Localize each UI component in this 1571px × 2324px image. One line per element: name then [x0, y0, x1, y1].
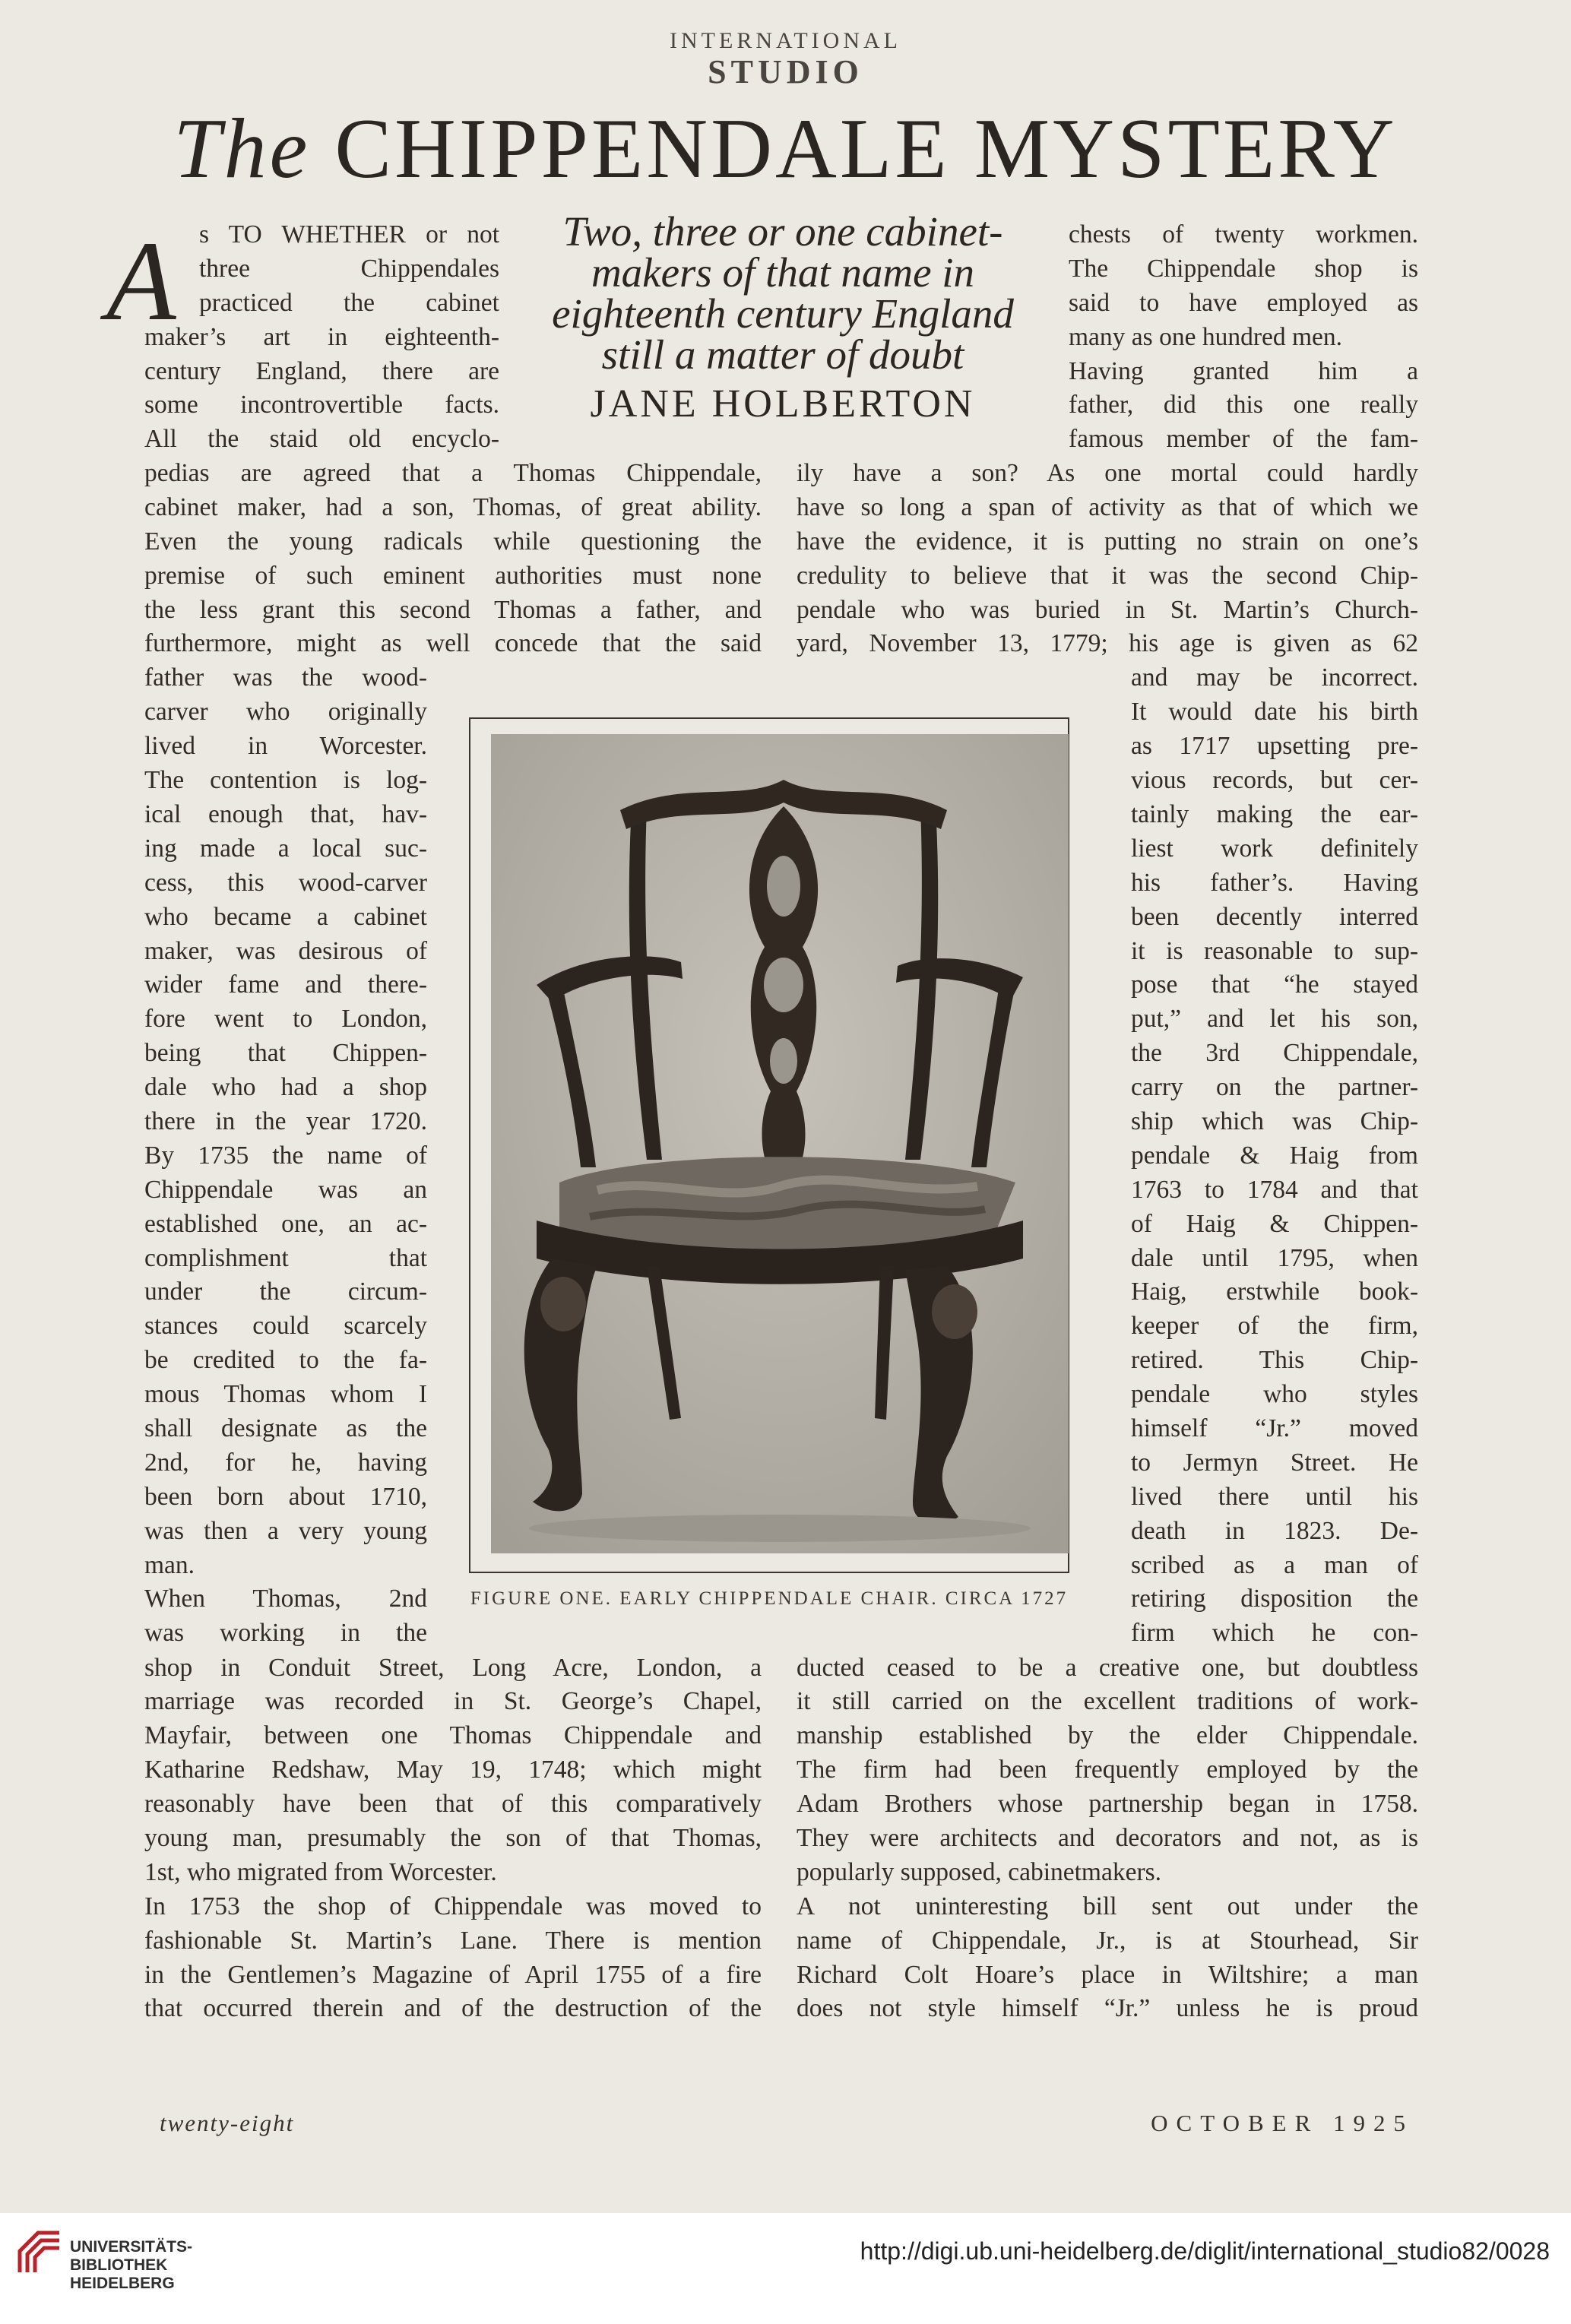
text-line: premise of such eminent authorities must none: [144, 561, 762, 590]
figure-caption: FIGURE ONE. EARLY CHIPPENDALE CHAIR. CIRCA 1727: [470, 1588, 1069, 1609]
masthead-international: INTERNATIONAL: [670, 28, 901, 53]
text-line: who became a cabinet: [144, 902, 427, 931]
text-line: pendale & Haig from: [1131, 1141, 1418, 1170]
wide-left-lower: [144, 1651, 762, 2027]
title-the: The: [173, 102, 311, 196]
text-line: s TO WHETHER or not: [199, 220, 499, 249]
text-line: liest work definitely: [1131, 834, 1418, 863]
text-line: ducted ceased to be a creative one, but doubtless: [797, 1653, 1418, 1682]
text-line: The firm had been frequently employed by the: [797, 1756, 1418, 1784]
text-line: pendale who was buried in St. Martin’s Church-: [797, 595, 1418, 624]
text-line: The contention is log-: [144, 766, 427, 795]
wide-right-lower: [797, 1651, 1418, 2027]
text-line: lived there until his: [1131, 1482, 1418, 1511]
text-line: Adam Brothers whose partnership began in 1758.: [797, 1790, 1418, 1819]
text-line: it is reasonable to sup-: [1131, 936, 1418, 965]
text-line: pedias are agreed that a Thomas Chippendale,: [144, 459, 762, 487]
text-line: popularly supposed, cabinetmakers.: [797, 1857, 1162, 1886]
text-line: put,” and let his son,: [1131, 1005, 1418, 1034]
text-line: 2nd, for he, having: [144, 1448, 427, 1477]
column-right-top: [1069, 218, 1418, 457]
library-logo-icon: [15, 2228, 64, 2277]
text-line: father was the wood-: [144, 663, 427, 692]
text-line: that occurred therein and of the destruction of the: [144, 1994, 762, 2023]
text-line: maker, was desirous of: [144, 936, 427, 965]
text-line: established one, an ac-: [144, 1209, 427, 1238]
text-line: father, did this one really: [1069, 391, 1418, 420]
narrow-right-column: [1131, 661, 1418, 1651]
text-line: Richard Colt Hoare’s place in Wiltshire; a man: [797, 1960, 1418, 1989]
text-line: vious records, but cer-: [1131, 766, 1418, 795]
text-line: dale who had a shop: [144, 1073, 427, 1102]
text-line: was then a very young: [144, 1516, 427, 1545]
text-line: century England, there are: [144, 356, 499, 385]
text-line: scribed as a man of: [1131, 1550, 1418, 1579]
text-line: reasonably have been that of this comparatively: [144, 1790, 762, 1819]
text-line: Chippendale was an: [144, 1175, 427, 1204]
text-line: the less grant this second Thomas a father, and: [144, 595, 762, 624]
text-line: shop in Conduit Street, Long Acre, London, a: [144, 1653, 762, 1682]
text-line: Haig, erstwhile book-: [1131, 1278, 1418, 1306]
text-line: manship established by the elder Chippendale.: [797, 1721, 1418, 1750]
text-line: They were architects and decorators and not, as is: [797, 1823, 1418, 1852]
column-left-top: [199, 218, 499, 321]
text-line: maker’s art in eighteenth-: [144, 322, 499, 351]
library-name-line: HEIDELBERG: [70, 2275, 175, 2292]
text-line: practiced the cabinet: [199, 288, 499, 317]
text-line: fashionable St. Martin’s Lane. There is mention: [144, 1926, 762, 1955]
author-byline: JANE HOLBERTON: [590, 382, 976, 426]
text-line: A not uninteresting bill sent out under the: [797, 1892, 1418, 1920]
text-line: yard, November 13, 1779; his age is given as 62: [797, 629, 1418, 658]
text-line: young man, presumably the son of that Thomas,: [144, 1823, 762, 1852]
text-line: ing made a local suc-: [144, 834, 427, 863]
text-line: mous Thomas whom I: [144, 1380, 427, 1409]
text-line: famous member of the fam-: [1069, 425, 1418, 454]
text-line: it still carried on the excellent traditions of work-: [797, 1687, 1418, 1716]
text-line: cess, this wood-carver: [144, 868, 427, 897]
text-line: credulity to believe that it was the second Chip-: [797, 561, 1418, 590]
wide-right-upper: [797, 457, 1418, 661]
text-line: All the staid old encyclo-: [144, 425, 499, 454]
masthead-studio: STUDIO: [708, 53, 863, 90]
text-line: 1st, who migrated from Worcester.: [144, 1857, 497, 1886]
text-line: dale until 1795, when: [1131, 1243, 1418, 1272]
text-line: Having granted him a: [1069, 356, 1418, 385]
text-line: fore went to London,: [144, 1005, 427, 1034]
text-line: complishment that: [144, 1243, 427, 1272]
text-line: retired. This Chip-: [1131, 1346, 1418, 1375]
text-line: have so long a span of activity as that of which we: [797, 492, 1418, 521]
text-line: ical enough that, hav-: [144, 799, 427, 828]
drop-cap: A: [106, 218, 176, 344]
text-line: in the Gentlemen’s Magazine of April 1755 of a fire: [144, 1960, 762, 1989]
text-line: there in the year 1720.: [144, 1107, 427, 1135]
text-line: many as one hundred men.: [1069, 322, 1343, 351]
text-line: pendale who styles: [1131, 1380, 1418, 1409]
text-line: himself “Jr.” moved: [1131, 1414, 1418, 1442]
text-line: ily have a son? As one mortal could hardly: [797, 459, 1418, 487]
text-line: to Jermyn Street. He: [1131, 1448, 1418, 1477]
text-line: and may be incorrect.: [1131, 663, 1418, 692]
text-line: some incontrovertible facts.: [144, 391, 499, 420]
wide-left-upper: [144, 457, 762, 661]
text-line: be credited to the fa-: [144, 1346, 427, 1375]
text-line: does not style himself “Jr.” unless he is proud: [797, 1994, 1418, 2023]
text-line: By 1735 the name of: [144, 1141, 427, 1170]
issue-date: OCTOBER 1925: [1151, 2110, 1414, 2136]
library-name-line: BIBLIOTHEK: [70, 2256, 168, 2274]
page-folio: twenty-eight: [160, 2110, 295, 2136]
text-line: tainly making the ear-: [1131, 799, 1418, 828]
library-name-line: UNIVERSITÄTS-: [70, 2238, 193, 2256]
text-line: man.: [144, 1550, 195, 1579]
chippendale-chair-illustration: [491, 734, 1069, 1553]
text-line: firm which he con-: [1131, 1619, 1418, 1648]
text-line: as 1717 upsetting pre-: [1131, 732, 1418, 761]
library-name: [70, 2238, 192, 2293]
text-line: It would date his birth: [1131, 698, 1418, 727]
text-line: keeper of the firm,: [1131, 1312, 1418, 1341]
masthead: [0, 27, 1571, 90]
text-line: The Chippendale shop is: [1069, 254, 1418, 283]
text-line: Katharine Redshaw, May 19, 1748; which might: [144, 1756, 762, 1784]
text-line: wider fame and there-: [144, 970, 427, 999]
text-line: Even the young radicals while questioning the: [144, 527, 762, 556]
text-line: cabinet maker, had a son, Thomas, of great ability.: [144, 492, 762, 521]
column-left-top-b: [144, 321, 499, 458]
text-line: been born about 1710,: [144, 1482, 427, 1511]
title-main: CHIPPENDALE MYSTERY: [310, 102, 1398, 196]
text-line: death in 1823. De-: [1131, 1516, 1418, 1545]
text-line: of Haig & Chippen-: [1131, 1209, 1418, 1238]
text-line: marriage was recorded in St. George’s Chapel,: [144, 1687, 762, 1716]
text-line: been decently interred: [1131, 902, 1418, 931]
text-line: under the circum-: [144, 1278, 427, 1306]
text-line: chests of twenty workmen.: [1069, 220, 1418, 249]
text-line: have the evidence, it is putting no strain on one’s: [797, 527, 1418, 556]
text-line: said to have employed as: [1069, 288, 1418, 317]
text-line: When Thomas, 2nd: [144, 1585, 427, 1613]
article-title: [99, 99, 1472, 199]
text-line: In 1753 the shop of Chippendale was moved to: [144, 1892, 762, 1920]
text-line: Mayfair, between one Thomas Chippendale and: [144, 1721, 762, 1750]
text-line: stances could scarcely: [144, 1312, 427, 1341]
text-line: lived in Worcester.: [144, 732, 427, 761]
text-line: name of Chippendale, Jr., is at Stourhead, Sir: [797, 1926, 1418, 1955]
source-url-link[interactable]: http://digi.ub.uni-heidelberg.de/diglit/international_studio82/0028: [860, 2237, 1550, 2265]
text-line: shall designate as the: [144, 1414, 427, 1442]
text-line: furthermore, might as well concede that the said: [144, 629, 762, 658]
text-line: retiring disposition the: [1131, 1585, 1418, 1613]
text-line: carry on the partner-: [1131, 1073, 1418, 1102]
text-line: carver who originally: [144, 698, 427, 727]
article-dek: Two, three or one cabinet-makers of that name in eighteenth century England still a matter of doubt: [552, 208, 1014, 378]
narrow-left-column: [144, 661, 427, 1651]
text-line: being that Chippen-: [144, 1039, 427, 1068]
text-line: his father’s. Having: [1131, 868, 1418, 897]
text-line: ship which was Chip-: [1131, 1107, 1418, 1135]
text-line: three Chippendales: [199, 254, 499, 283]
text-line: pose that “he stayed: [1131, 970, 1418, 999]
text-line: was working in the: [144, 1619, 427, 1648]
chair-photograph: [491, 734, 1069, 1553]
text-line: 1763 to 1784 and that: [1131, 1175, 1418, 1204]
text-line: the 3rd Chippendale,: [1131, 1039, 1418, 1068]
